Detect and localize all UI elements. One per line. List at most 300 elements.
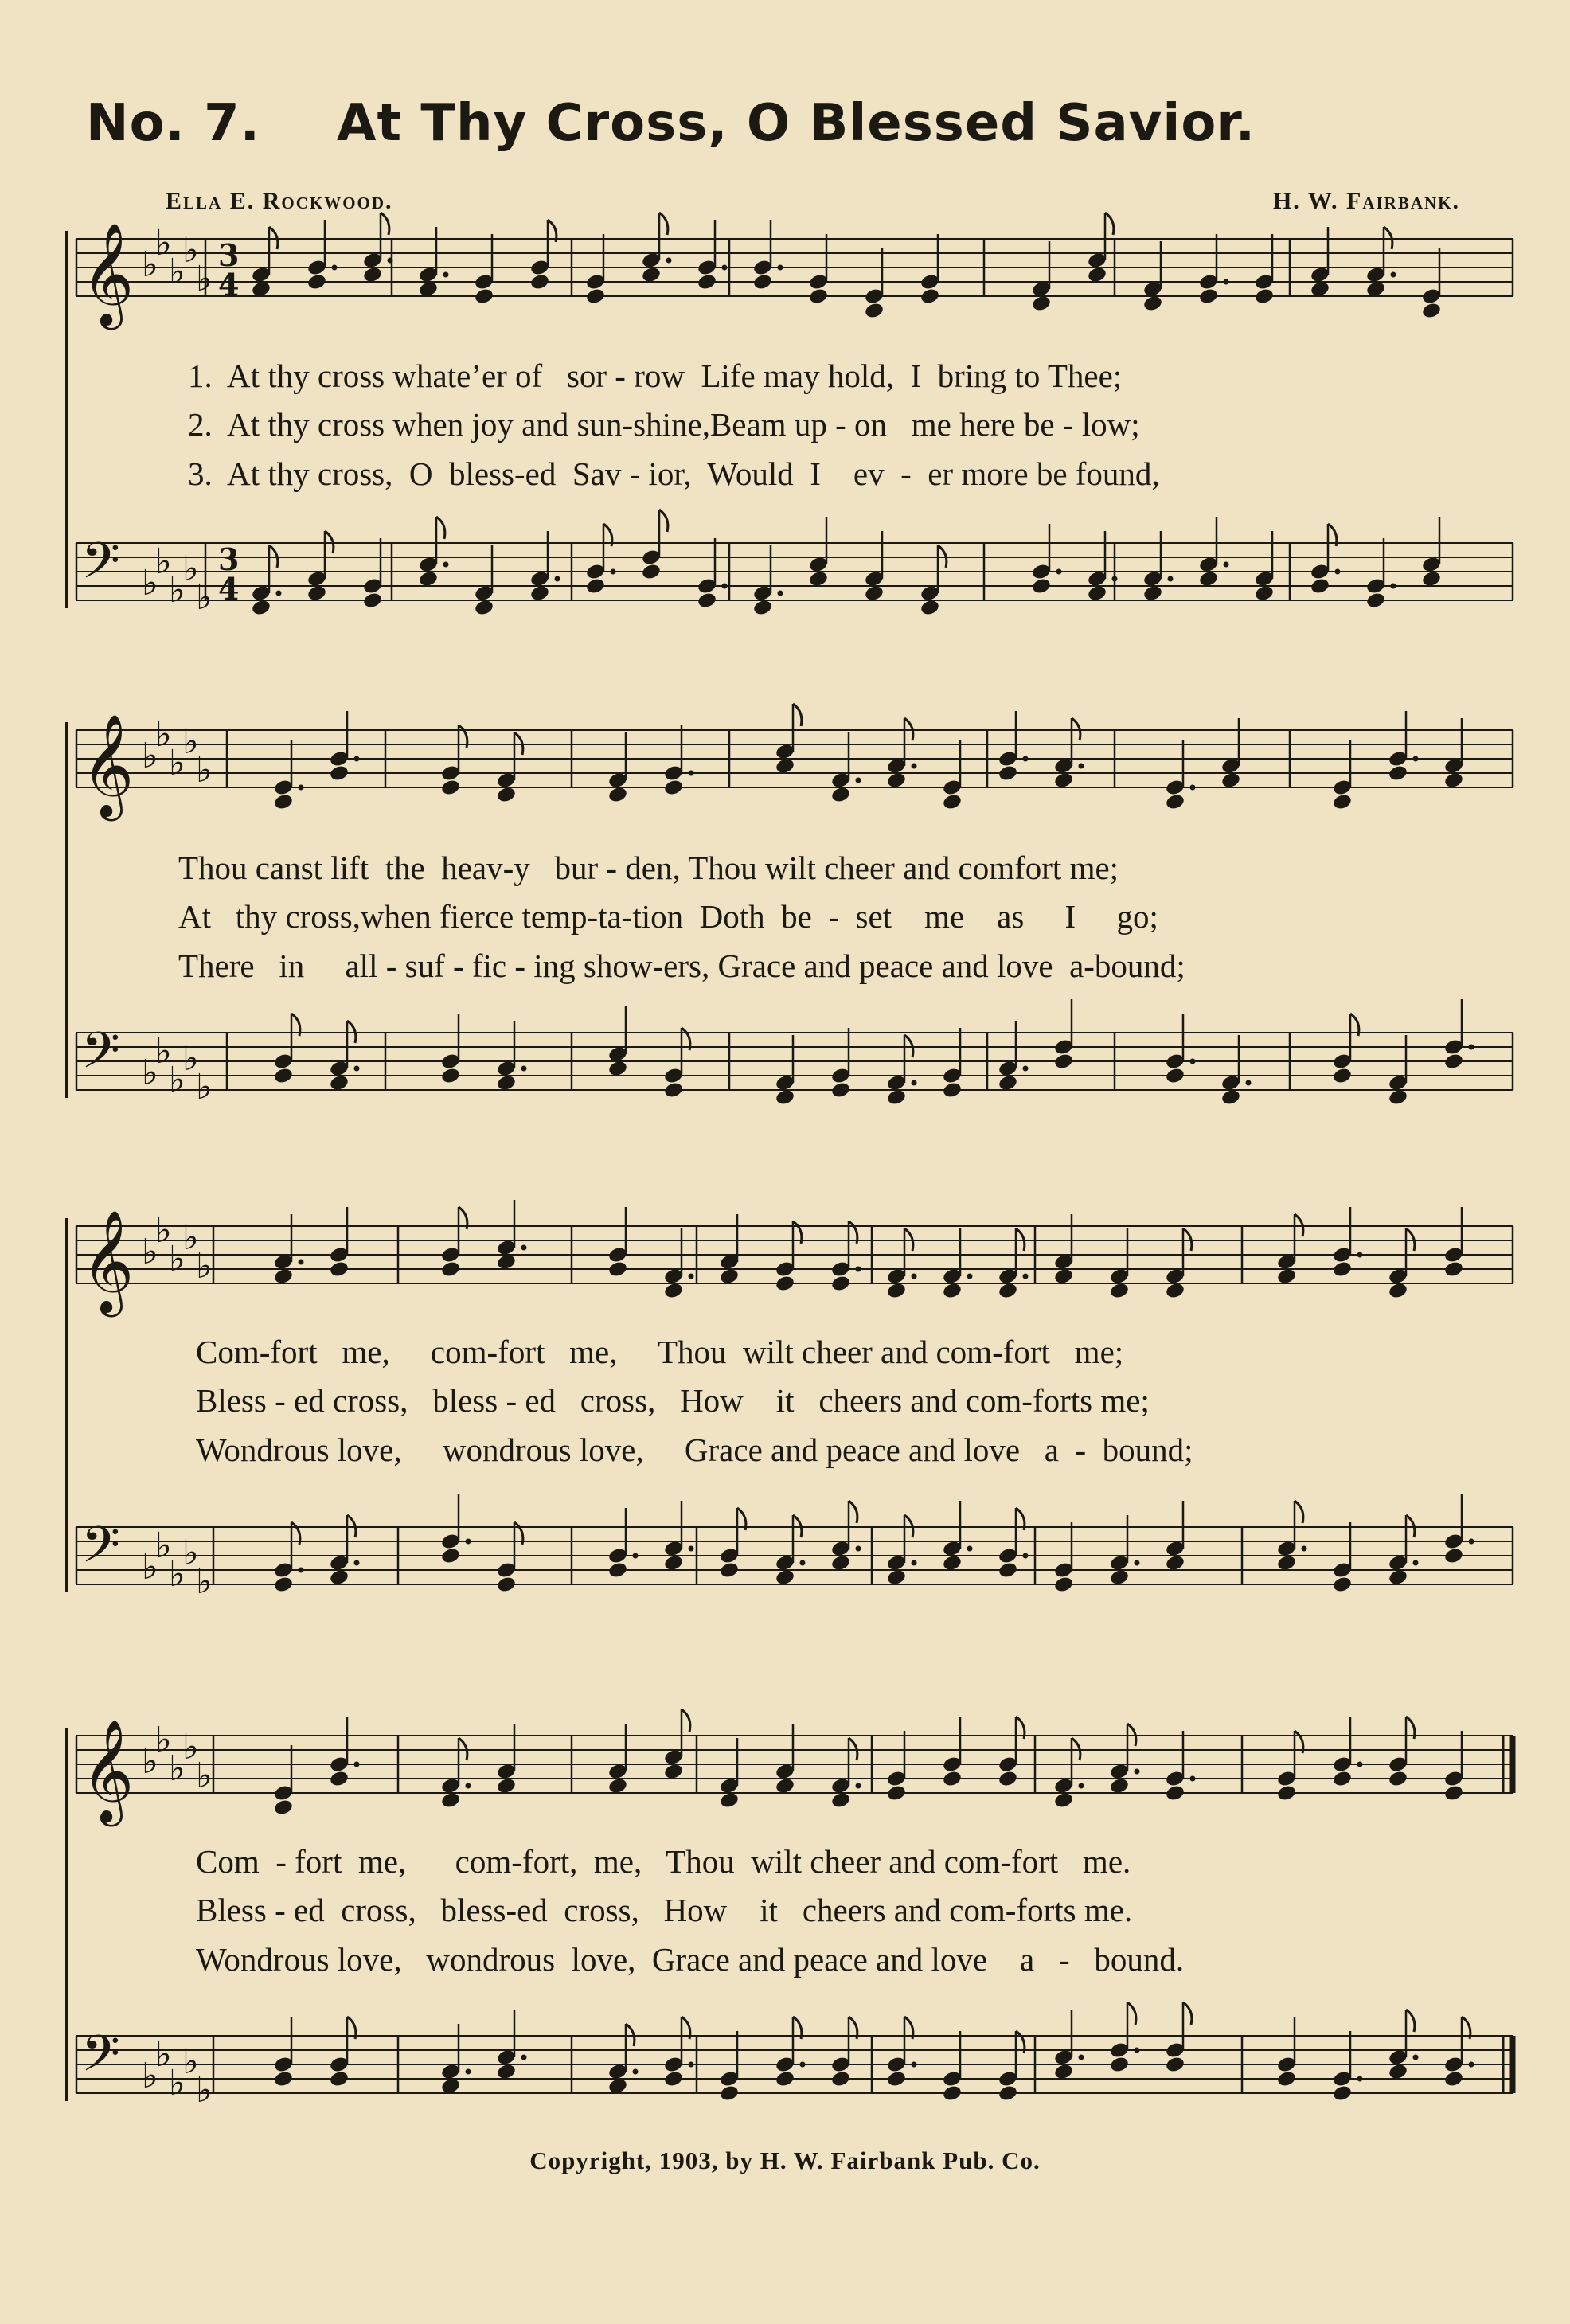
note-flag (849, 1501, 857, 1523)
flat-icon: ♭ (155, 1210, 172, 1251)
note-head (1310, 280, 1330, 299)
note-head (1053, 1053, 1074, 1071)
note-head (440, 1067, 461, 1085)
note-dot (912, 764, 917, 769)
note-dot (800, 1560, 806, 1566)
note-head (607, 786, 628, 804)
lyric-line: At thy cross,when fierce temp-ta-tion Doth be - set me as I go; (178, 898, 1158, 935)
lyric-line: 2. At thy cross when joy and sun-shine,Beam up - on me here be - low; (188, 406, 1140, 443)
note-head (362, 592, 383, 610)
flat-icon: ♭ (196, 259, 213, 299)
note-head (830, 786, 851, 804)
note-dot (1135, 1769, 1140, 1775)
flat-icon: ♭ (169, 743, 186, 783)
note-head (1165, 2056, 1185, 2074)
note-dot (466, 1539, 471, 1545)
note-flag (1295, 1501, 1303, 1523)
flat-icon: ♭ (196, 1756, 213, 1796)
note-head (942, 1554, 963, 1572)
note-dot (1469, 1539, 1474, 1545)
note-dot (1357, 1252, 1363, 1258)
note-head (1142, 584, 1163, 603)
note-head (329, 2070, 350, 2088)
note-dot (1023, 1553, 1029, 1559)
note-dot (354, 1762, 360, 1767)
note-head (1332, 1260, 1353, 1279)
note-dot (912, 2062, 917, 2068)
note-head (1388, 1770, 1408, 1788)
note-head (663, 1763, 684, 1781)
lyric-line: 3. At thy cross, O bless-ed Sav - ior, Would I ev - er more be found, (188, 455, 1160, 492)
flat-icon: ♭ (169, 1554, 186, 1595)
time-signature-bottom: 4 (218, 571, 240, 607)
note-dot (1023, 756, 1029, 762)
note-head (1443, 1547, 1464, 1565)
note-head (886, 1784, 907, 1803)
note-dot (466, 1783, 471, 1789)
note-head (1053, 1267, 1074, 1286)
note-dot (689, 1546, 694, 1552)
note-head (886, 1282, 907, 1300)
note-head (607, 1060, 628, 1078)
note-head (585, 287, 606, 306)
note-dot (1112, 576, 1118, 582)
note-flag (1127, 2002, 1136, 2025)
note-head (1254, 584, 1275, 603)
note-head (1332, 2084, 1353, 2103)
flat-icon: ♭ (196, 1067, 213, 1107)
note-head (496, 1576, 517, 1594)
flat-icon: ♭ (155, 1720, 172, 1760)
note-dot (1190, 1776, 1196, 1782)
note-head (529, 584, 550, 603)
note-head (273, 793, 294, 811)
note-head (830, 1791, 851, 1810)
note-head (1332, 1770, 1353, 1788)
note-flag (682, 1709, 690, 1732)
lyric-line: 1. At thy cross whate’er of sor - row Life may hold, I bring to Thee; (188, 357, 1123, 394)
bass-clef-icon: 𝄢 (81, 1021, 120, 1092)
note-head (641, 266, 662, 284)
note-head (998, 1561, 1018, 1580)
note-flag (1183, 2002, 1192, 2025)
note-dot (1079, 1783, 1084, 1789)
note-dot (1413, 2055, 1419, 2060)
note-dot (1413, 756, 1419, 762)
note-head (752, 599, 773, 617)
note-head (607, 1260, 628, 1279)
note-dot (800, 2062, 806, 2068)
note-dot (633, 2069, 639, 2075)
note-head (251, 280, 271, 299)
hymn-title-text: At Thy Cross, O Blessed Savior. (336, 94, 1256, 153)
note-head (1388, 1282, 1408, 1300)
note-dot (555, 576, 560, 582)
note-dot (856, 1546, 861, 1552)
note-dot (1391, 272, 1396, 278)
note-dot (354, 1066, 360, 1072)
note-head (1365, 280, 1386, 299)
flat-icon: ♭ (169, 2063, 186, 2103)
note-head (886, 2070, 907, 2088)
treble-clef-icon: 𝄞 (81, 713, 135, 817)
time-signature-top: 3 (218, 237, 240, 273)
note-head (942, 1770, 963, 1788)
note-dot (1469, 2062, 1474, 2068)
lyric-line: Bless - ed cross, bless - ed cross, How it cheers and com-forts me; (196, 1382, 1150, 1419)
note-head (1109, 2056, 1130, 2074)
note-head (998, 2084, 1018, 2103)
note-head (1109, 1282, 1130, 1300)
note-flag (381, 213, 389, 235)
flat-icon: ♭ (155, 714, 172, 755)
note-dot (856, 1267, 861, 1272)
hymn-number: No. 7. (86, 94, 260, 153)
note-dot (1190, 1059, 1196, 1064)
note-dot (276, 591, 282, 596)
note-head (418, 280, 439, 299)
lyric-line: Bless - ed cross, bless-ed cross, How it cheers and com-forts me. (196, 1892, 1133, 1928)
note-dot (443, 272, 449, 278)
note-head (808, 287, 829, 306)
note-flag (1406, 2010, 1415, 2032)
flat-icon: ♭ (182, 230, 199, 271)
note-dot (722, 584, 728, 589)
note-head (329, 1770, 350, 1788)
note-head (496, 1074, 517, 1092)
note-dot (299, 1260, 304, 1265)
note-head (1332, 1576, 1353, 1594)
note-flag (1105, 213, 1114, 235)
note-dot (521, 1245, 527, 1251)
note-head (775, 1088, 795, 1107)
note-head (329, 1260, 350, 1279)
note-head (1198, 570, 1219, 588)
note-dot (689, 1274, 694, 1279)
note-dot (722, 265, 728, 271)
note-head (273, 1067, 294, 1085)
note-head (830, 2070, 851, 2088)
note-head (273, 1267, 294, 1286)
note-head (529, 273, 550, 291)
note-dot (1224, 562, 1229, 568)
note-head (1087, 584, 1107, 603)
note-dot (1224, 279, 1229, 285)
flat-icon: ♭ (182, 1038, 199, 1079)
note-dot (778, 265, 783, 271)
note-head (1053, 1576, 1074, 1594)
note-dot (856, 1783, 861, 1789)
note-head (440, 1260, 461, 1279)
note-head (1388, 1088, 1408, 1107)
flat-icon: ♭ (155, 2034, 172, 2075)
flat-icon: ♭ (142, 736, 158, 776)
note-head (1443, 1260, 1464, 1279)
lyric-line: Thou canst lift the heav-y bur - den, Thou wilt cheer and comfort me; (178, 850, 1119, 886)
flat-icon: ♭ (169, 1239, 186, 1279)
note-head (697, 592, 717, 610)
note-head (1276, 2070, 1297, 2088)
note-head (1087, 266, 1107, 284)
note-head (1365, 592, 1386, 610)
flat-icon: ♭ (169, 252, 186, 292)
note-head (474, 287, 494, 306)
note-head (864, 584, 885, 603)
flat-icon: ♭ (196, 750, 213, 791)
note-head (942, 1282, 963, 1300)
flat-icon: ♭ (182, 1217, 199, 1258)
composer-credit: H. W. Fairbank. (1272, 188, 1460, 214)
bass-clef-icon: 𝄢 (81, 531, 120, 602)
note-head (1165, 1784, 1185, 1803)
note-dot (354, 1560, 360, 1566)
note-head (719, 1561, 740, 1580)
note-head (775, 2070, 795, 2088)
flat-icon: ♭ (169, 570, 186, 611)
flat-icon: ♭ (142, 1053, 158, 1093)
lyric-line: There in all - suf - fic - ing show-ers, Grace and peace and love a-bound; (178, 947, 1185, 984)
note-head (942, 793, 963, 811)
note-dot (332, 265, 338, 271)
flat-icon: ♭ (196, 1561, 213, 1602)
note-head (362, 266, 383, 284)
note-head (273, 2070, 294, 2088)
note-head (1421, 570, 1442, 588)
note-head (273, 1576, 294, 1594)
note-dot (521, 2055, 527, 2060)
copyright-notice: Copyright, 1903, by H. W. Fairbank Pub. Co. (529, 2146, 1041, 2174)
note-dot (521, 1066, 527, 1072)
note-head (496, 786, 517, 804)
note-head (1053, 771, 1074, 790)
note-head (1421, 302, 1442, 320)
flat-icon: ♭ (169, 1748, 186, 1789)
note-head (663, 2070, 684, 2088)
lyric-line: Wondrous love, wondrous love, Grace and peace and love a - bound; (196, 1432, 1193, 1468)
treble-clef-icon: 𝄞 (81, 1719, 135, 1822)
treble-clef-icon: 𝄞 (81, 1209, 135, 1313)
note-dot (443, 562, 449, 568)
note-head (808, 570, 829, 588)
note-head (1443, 1053, 1464, 1071)
note-head (585, 577, 606, 596)
note-dot (1079, 2055, 1084, 2060)
bass-clef-icon: 𝄢 (81, 1515, 120, 1586)
treble-clef-icon: 𝄞 (81, 222, 135, 326)
note-dot (1246, 1080, 1252, 1086)
bass-clef-icon: 𝄢 (81, 2024, 120, 2095)
note-head (440, 1791, 461, 1810)
note-head (607, 2077, 628, 2096)
flat-icon: ♭ (182, 2041, 199, 2082)
note-head (1053, 1791, 1074, 1810)
note-head (1388, 2063, 1408, 2081)
note-head (307, 584, 327, 603)
note-head (496, 1777, 517, 1795)
note-flag (659, 213, 668, 235)
note-dot (1135, 1560, 1140, 1566)
note-head (1165, 793, 1185, 811)
note-dot (388, 258, 393, 264)
note-head (886, 1088, 907, 1107)
flat-icon: ♭ (142, 1232, 158, 1272)
note-head (830, 1081, 851, 1100)
note-head (1053, 2063, 1074, 2081)
flat-icon: ♭ (155, 1525, 172, 1566)
note-dot (912, 1080, 917, 1086)
note-head (998, 764, 1018, 783)
note-flag (436, 517, 445, 539)
note-head (1332, 793, 1353, 811)
note-head (607, 1561, 628, 1580)
note-head (663, 779, 684, 797)
flat-icon: ♭ (182, 1727, 199, 1767)
note-dot (1056, 569, 1062, 575)
flat-icon: ♭ (182, 549, 199, 589)
note-dot (633, 1553, 639, 1559)
note-dot (856, 778, 861, 783)
note-head (1109, 1568, 1130, 1587)
note-dot (1391, 584, 1396, 589)
note-dot (1413, 1560, 1419, 1566)
note-head (1276, 1554, 1297, 1572)
note-head (1310, 577, 1330, 596)
note-dot (611, 569, 616, 575)
note-head (1443, 1784, 1464, 1803)
flat-icon: ♭ (155, 1031, 172, 1072)
note-head (942, 2084, 963, 2103)
note-head (1165, 1282, 1185, 1300)
note-head (1109, 1777, 1130, 1795)
note-head (307, 273, 327, 291)
note-dot (466, 2069, 471, 2075)
note-head (752, 273, 773, 291)
note-head (775, 1275, 795, 1293)
note-head (440, 2077, 461, 2096)
note-head (830, 1554, 851, 1572)
note-dot (1079, 764, 1084, 769)
note-head (496, 1253, 517, 1271)
note-dot (912, 1274, 917, 1279)
note-head (1443, 771, 1464, 790)
note-head (1198, 287, 1219, 306)
note-head (1220, 1088, 1241, 1107)
note-head (329, 1074, 350, 1092)
flat-icon: ♭ (142, 1547, 158, 1588)
note-dot (666, 258, 672, 264)
note-dot (1168, 576, 1174, 582)
note-head (1031, 295, 1052, 313)
note-head (1388, 1568, 1408, 1587)
note-dot (1135, 2048, 1140, 2053)
flat-icon: ♭ (169, 1060, 186, 1100)
note-head (1276, 1267, 1297, 1286)
flat-icon: ♭ (196, 2070, 213, 2111)
note-head (697, 273, 717, 291)
note-head (886, 771, 907, 790)
note-head (920, 287, 940, 306)
note-head (1276, 1784, 1297, 1803)
note-dot (1302, 1546, 1307, 1552)
note-head (273, 1799, 294, 1817)
lyricist-credit: Ella E. Rockwood. (166, 188, 393, 214)
flat-icon: ♭ (142, 244, 158, 285)
note-head (251, 599, 271, 617)
lyric-line: Com - fort me, com-fort, me, Thou wilt cheer and com-fort me. (196, 1843, 1131, 1880)
note-dot (1023, 1066, 1029, 1072)
note-head (1443, 2070, 1464, 2088)
note-head (1332, 1067, 1353, 1085)
flat-icon: ♭ (196, 577, 213, 618)
flat-icon: ♭ (182, 1533, 199, 1573)
note-dot (912, 1560, 917, 1566)
note-dot (1023, 1274, 1029, 1279)
note-dot (1357, 1762, 1363, 1767)
note-head (663, 1554, 684, 1572)
note-head (719, 1267, 740, 1286)
note-head (1165, 1554, 1185, 1572)
note-flag (659, 510, 668, 532)
note-head (1220, 771, 1241, 790)
note-dot (967, 1546, 973, 1552)
note-head (998, 1770, 1018, 1788)
note-head (719, 1791, 740, 1810)
note-flag (793, 704, 802, 726)
note-dot (1357, 2076, 1363, 2082)
flat-icon: ♭ (142, 563, 158, 603)
note-head (440, 779, 461, 797)
note-dot (299, 785, 304, 791)
note-head (775, 757, 795, 775)
note-head (496, 2063, 517, 2081)
note-dot (354, 756, 360, 762)
note-head (1165, 1067, 1185, 1085)
note-head (440, 1547, 461, 1565)
note-head (418, 570, 439, 588)
note-head (864, 302, 885, 320)
note-dot (689, 2062, 694, 2068)
note-head (607, 1777, 628, 1795)
flat-icon: ♭ (142, 2056, 158, 2096)
note-dot (1335, 569, 1341, 575)
note-dot (778, 591, 783, 596)
note-head (775, 1777, 795, 1795)
note-dot (1190, 785, 1196, 791)
note-head (1254, 287, 1275, 306)
lyric-line: Com-fort me, com-fort me, Thou wilt cheer and com-fort me; (196, 1334, 1124, 1370)
note-head (942, 1081, 963, 1100)
note-head (1388, 764, 1408, 783)
note-head (663, 1081, 684, 1100)
note-head (329, 764, 350, 783)
note-head (1031, 577, 1052, 596)
lyric-line: Wondrous love, wondrous love, Grace and peace and love a - bound. (196, 1941, 1185, 1978)
note-head (474, 599, 494, 617)
note-head (329, 1568, 350, 1587)
note-head (830, 1275, 851, 1293)
note-head (1142, 295, 1163, 313)
note-head (920, 599, 940, 617)
note-dot (689, 771, 694, 776)
flat-icon: ♭ (142, 1741, 158, 1782)
note-head (886, 1568, 907, 1587)
flat-icon: ♭ (196, 1246, 213, 1287)
note-dot (967, 1274, 973, 1279)
note-dot (1469, 1045, 1474, 1050)
note-head (775, 1568, 795, 1587)
note-head (663, 1282, 684, 1300)
flat-icon: ♭ (155, 223, 172, 264)
